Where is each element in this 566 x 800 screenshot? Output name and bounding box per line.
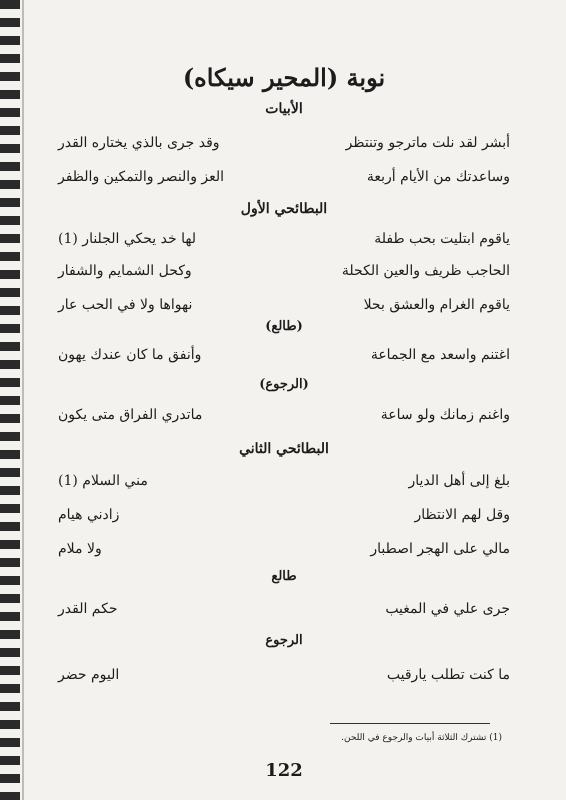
binder-holes (0, 0, 20, 800)
verse-second-half: العز والنصر والتمكين والظفر (58, 169, 225, 185)
rujoo-label: (الرجوع) (259, 377, 309, 392)
verse-line (58, 296, 510, 314)
tali-label: (طالع) (265, 319, 303, 334)
section-heading-abyat: الأبيات (265, 101, 303, 117)
verse-line (58, 230, 510, 248)
tali-label-2: طالع (271, 569, 297, 584)
verse-first-half: ياقوم ابتليت بحب طفلة (374, 231, 510, 247)
verse-first-half: جرى علي في المغيب (385, 601, 510, 617)
binder-edge (22, 0, 24, 800)
verse-second-half: وقد جرى بالذي يختاره القدر (58, 135, 220, 151)
verse-line (58, 600, 510, 618)
verse-first-half: وقل لهم الانتظار (414, 507, 510, 523)
verse-line (58, 134, 510, 152)
verse-first-half: واغنم زمانك ولو ساعة (380, 407, 510, 423)
verse-second-half: نهواها ولا في الحب عار (58, 297, 193, 313)
verse-line (58, 262, 510, 280)
verse-line (58, 346, 510, 364)
verse-second-half: ولا ملام (58, 541, 102, 557)
verse-second-half: وأنفق ما كان عندك يهون (58, 347, 202, 363)
section-heading-second: البطائحي الثاني (239, 441, 329, 457)
verse-first-half: وساعدتك من الأيام أربعة (366, 169, 510, 185)
verse-second-half: مني السلام (1) (58, 473, 148, 489)
verse-first-half: ما كنت تطلب يارقيب (386, 667, 510, 683)
verse-second-half: وكحل الشمايم والشفار (58, 263, 192, 279)
verse-first-half: اغتنم واسعد مع الجماعة (370, 347, 510, 363)
verse-line (58, 472, 510, 490)
footnote-rule (330, 723, 490, 724)
verse-line (58, 540, 510, 558)
document-page (58, 62, 510, 787)
page-title: نوبة (المحير سيكاه) (182, 63, 386, 92)
verse-second-half: اليوم حضر (58, 667, 120, 683)
verse-first-half: مالي على الهجر اصطبار (370, 541, 510, 557)
verse-second-half: زادني هيام (58, 507, 120, 523)
verse-second-half: لها خد يحكي الجلنار (1) (58, 231, 197, 247)
verse-first-half: ياقوم الغرام والعشق بحلا (363, 297, 510, 313)
footnote: (1) تشترك الثلاثة أبيات والرجوع في اللحن. (341, 733, 502, 743)
verse-line (58, 406, 510, 424)
verse-line (58, 666, 510, 684)
rujoo-label-2: الرجوع (265, 633, 303, 648)
verse-first-half: الحاجب ظريف والعين الكحلة (341, 263, 510, 279)
verse-line (58, 506, 510, 524)
verse-first-half: أبشر لقد نلت ماترجو وتنتظر (345, 135, 510, 151)
section-heading-first: البطائحي الأول (240, 201, 328, 217)
verse-line (58, 168, 510, 186)
verse-second-half: حكم القدر (58, 601, 118, 617)
page-number: 122 (265, 760, 303, 781)
verse-second-half: ماتدري الفراق متى يكون (58, 407, 203, 423)
verse-first-half: بلغ إلى أهل الديار (408, 473, 510, 489)
